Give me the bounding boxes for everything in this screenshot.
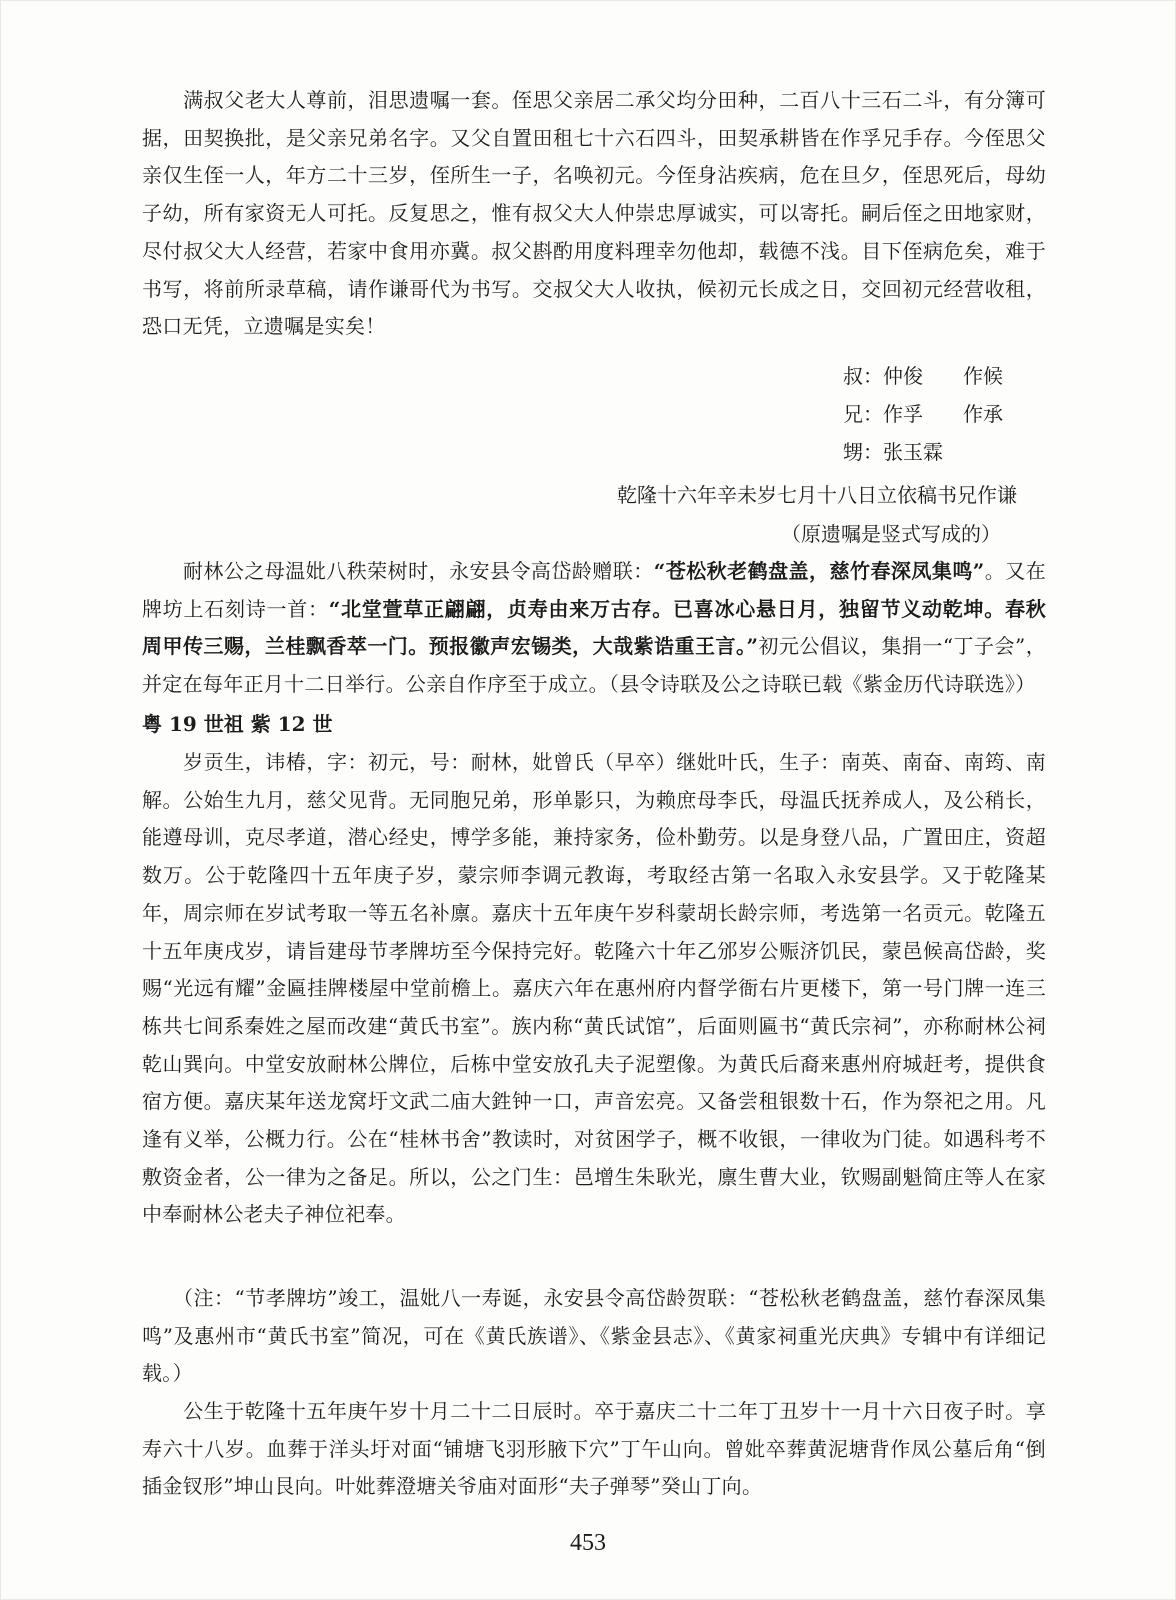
memorial-poem: “北堂萱草正翩翩，贞寿由来万古存。已喜冰心悬日月，独留节义动乾坤。春秋周甲传三赐，兰桂飘香萃一门。预报徽声宏锡类，大哉紫诰重王言。” <box>142 596 1046 659</box>
testament-paragraph: 满叔父老大人尊前，泪思遗嘱一套。侄思父亲居二承父均分田种，二百八十三石二斗，有分簿可据，田契换批，是父亲兄弟名字。又父自置田租七十六石四斗，田契承耕皆在作孚兄手存。今侄思父亲仅生侄一人，年方二十三岁，侄所生一子，名唤初元。今侄身沾疾病，危在旦夕，侄思死后，母幼子幼，所有家资无人可托。反复思之，惟有叔父大人仲崇忠厚诚实，可以寄托。嗣后侄之田地家财，尽付叔父大人经营，若家中食用亦冀。叔父斟酌用度料理幸勿他却，载德不浅。目下侄病危矣，难于书写，将前所录草稿，请作谦哥代为书写。交叔父大人收执，候初元长成之日，交回初元经营收租，恐口无凭，立遗嘱是实矣！ <box>142 88 1046 339</box>
signature-brother: 兄：作孚 作承 <box>843 402 1003 426</box>
testament-date-line: 乾隆十六年辛未岁七月十八日立依稿书兄作谦 <box>617 483 1017 507</box>
annotation-paragraph: （注：“节孝牌坊”竣工，温妣八一寿诞，永安县令高岱龄贺联：“苍松秋老鹤盘盖，慈竹春深凤集鸣”及惠州市“黄氏书室”简况，可在《黄氏族谱》、《紫金县志》、《黄家祠重光庆典》专辑中有详细记载。） <box>142 1286 1046 1386</box>
signature-nephew: 甥：张玉霖 <box>843 440 943 464</box>
signature-uncle: 叔：仲俊 作候 <box>843 364 1003 388</box>
memorial-text-2: 。又在牌坊上石刻诗一首： <box>142 559 1047 621</box>
generation-heading: 粤 19 世祖 紫 12 世 <box>142 712 333 736</box>
testament-format-note: （原遗嘱是竖式写成的） <box>781 522 1001 546</box>
biography-paragraph: 岁贡生，讳椿，字：初元，号：耐林，妣曾氏（早卒）继妣叶氏，生子：南英、南奋、南筠、南解。公始生九月，慈父见背。无同胞兄弟，形单影只，为赖庶母李氏，母温氏抚养成人，及公稍长，能遵母训，克尽孝道，潜心经史，博学多能，兼持家务，俭朴勤劳。以是身登八品，广置田庄，资超数万。公于乾隆四十五年庚子岁，蒙宗师李调元教诲，考取经古第一名取入永安县学。又于乾隆某年，周宗师在岁试考取一等五名补廪。嘉庆十五年庚午岁科蒙胡长龄宗师，考选第一名贡元。乾隆五十五年庚戌岁，请旨建母节孝牌坊至今保持完好。乾隆六十年乙邠岁公赈济饥民，蒙邑候高岱龄，奖赐“光远有耀”金匾挂牌楼屋中堂前檐上。嘉庆六年在惠州府内督学衙右片更楼下，第一号门牌一连三栋共七间系秦姓之屋而改建“黄氏书室”。族内称“黄氏试馆”，后面则匾书“黄氏宗祠”，亦称耐林公祠乾山巽向。中堂安放耐林公牌位，后栋中堂安放孔夫子泥塑像。为黄氏后裔来惠州府城赶考，提供食宿方便。嘉庆某年送龙窝圩文武二庙大鉎钟一口，声音宏亮。又备尝租银数十石，作为祭祀之用。凡逢有义举，公概力行。公在“桂林书舍”教读时，对贫困学子，概不收银，一律收为门徒。如遇科考不敷资金者，公一律为之备足。所以，公之门生：邑增生朱耿光，廪生曹大业，钦赐副魁简庄等人在家中奉耐林公老夫子神位祀奉。 <box>142 750 1046 1227</box>
memorial-couplet: “苍松秋老鹤盘盖，慈竹春深凤集鸣” <box>653 559 985 583</box>
page-number: 453 <box>570 1530 606 1556</box>
memorial-text-3: 初元公倡议，集捐一“丁子会”，并定在每年正月十二日举行。公亲自作序至于成立。（县令诗联及公之诗联已载《紫金历代诗联选》） <box>142 634 1046 697</box>
memorial-paragraph <box>142 553 1046 704</box>
memorial-text-1: 耐林公之母温妣八秩荣树时，永安县令高岱龄赠联： <box>142 559 654 583</box>
burial-paragraph: 公生于乾隆十五年庚午岁十月二十二日辰时。卒于嘉庆二十二年丁丑岁十一月十六日夜子时。享寿六十八岁。血葬于洋头圩对面“铺塘飞羽形腋下穴”丁午山向。曾妣卒葬黄泥塘背作凤公墓后角“倒插金钗形”坤山艮向。叶妣葬澄塘关爷庙对面形“夫子弹琴”癸山丁向。 <box>142 1399 1046 1499</box>
